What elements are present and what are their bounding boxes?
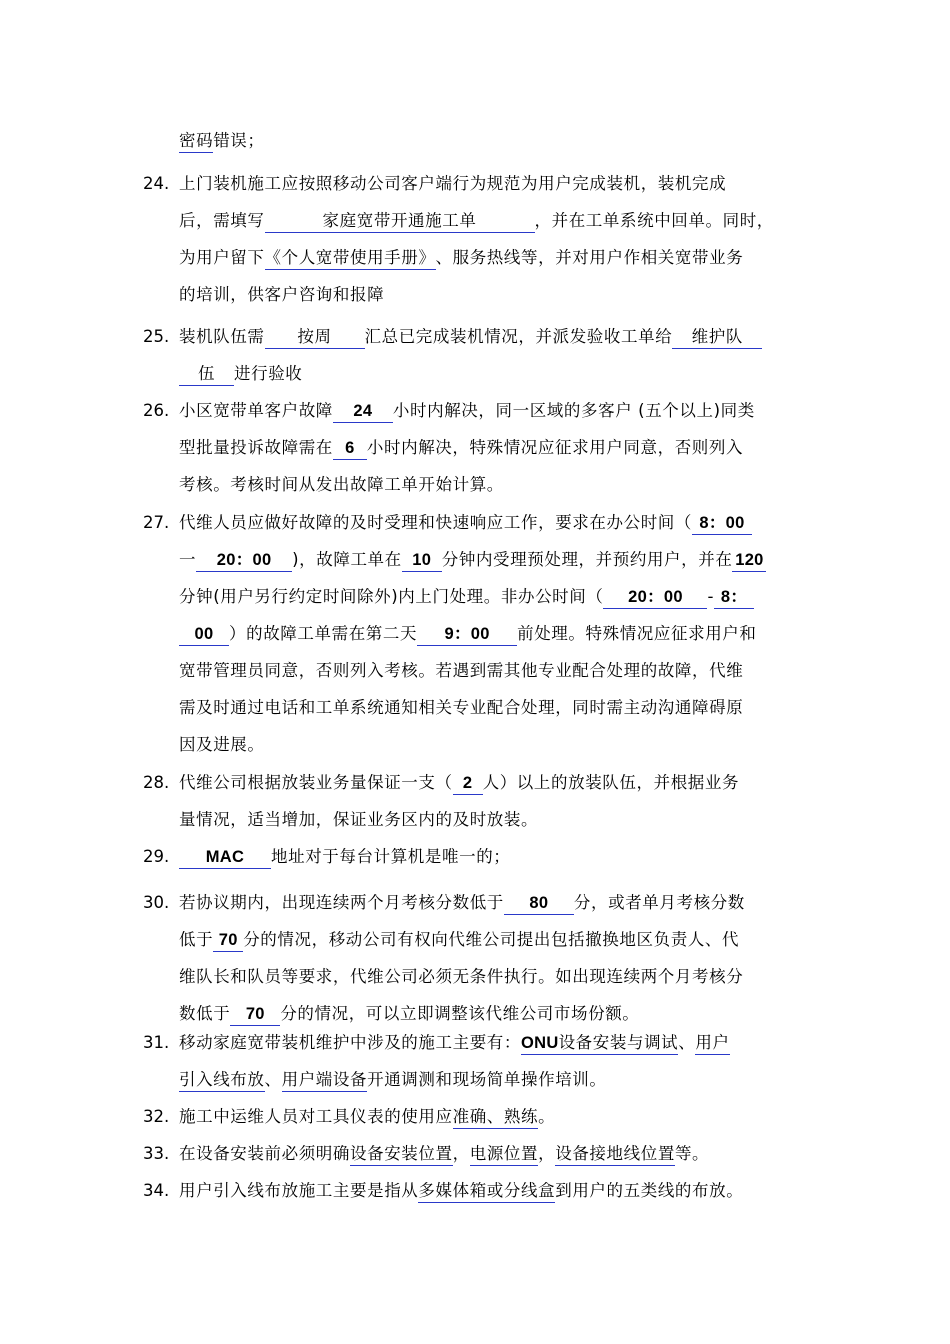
list-item	[143, 122, 823, 159]
text-segment: 、服务热线等，并对用户作相关宽带业务	[435, 248, 744, 267]
text-segment: 型批量投诉故障需在	[179, 438, 333, 457]
text-segment: 进行验收	[234, 364, 303, 383]
text-segment: ，	[452, 1144, 470, 1163]
fill-in-answer: 设备安装位置	[350, 1143, 453, 1166]
text-segment: 在设备安装前必须明确	[179, 1144, 350, 1163]
text-segment: 施工中运维人员对工具仪表的使用应	[179, 1107, 453, 1126]
fill-in-answer: 80	[504, 892, 574, 915]
text-segment: 等。	[674, 1144, 710, 1163]
fill-in-answer: 2	[453, 772, 483, 795]
fill-in-answer: 70	[230, 1003, 280, 1026]
fill-in-answer: 引入线布放	[179, 1069, 265, 1092]
text-segment: 汇总已完成装机情况，并派发验收工单给	[364, 327, 673, 346]
fill-in-answer: 按周	[265, 326, 365, 349]
text-segment: 分的情况，可以立即调整该代维公司市场份额。	[280, 1004, 640, 1023]
text-segment: 分，或者单月考核分数	[573, 893, 745, 912]
item-number: 28.	[143, 773, 170, 792]
text-line	[179, 884, 745, 921]
text-segment: 地址对于每台计算机是唯一的；	[271, 847, 511, 866]
fill-in-answer: 120	[732, 549, 766, 572]
list-item	[143, 504, 823, 763]
item-number: 24.	[143, 174, 170, 193]
fill-in-answer: 设备接地线位置	[555, 1143, 675, 1166]
fill-in-answer: 伍	[179, 363, 234, 386]
fill-in-answer: 维护队	[672, 326, 762, 349]
text-line	[179, 504, 752, 541]
list-item	[143, 318, 823, 392]
text-segment: 的培训，供客户咨询和报障	[179, 285, 385, 304]
text-line	[179, 726, 265, 763]
text-line	[179, 1098, 555, 1135]
text-segment: 分钟(用户另行约定时间除外)内上门处理。非办公时间（	[179, 587, 604, 606]
text-segment: 、	[264, 1070, 282, 1089]
text-segment: )，故障工单在	[292, 550, 402, 569]
list-item	[143, 884, 823, 1032]
text-segment: 上门装机施工应按照移动公司客户端行为规范为用户完成装机，装机完成	[179, 174, 727, 193]
text-line	[179, 541, 766, 578]
text-segment: 分钟内受理预处理，并预约用户，并在	[441, 550, 733, 569]
fill-in-answer: 用户	[695, 1032, 729, 1055]
text-line	[179, 958, 743, 995]
text-segment: 考核。考核时间从发出故障工单开始计算。	[179, 475, 504, 494]
text-segment: 需及时通过电话和工单系统通知相关专业配合处理，同时需主动沟通障碍原	[179, 698, 744, 717]
item-number: 26.	[143, 401, 170, 420]
text-segment: ，	[538, 1144, 556, 1163]
text-segment: 低于	[179, 930, 214, 949]
item-number: 31.	[143, 1033, 170, 1052]
text-line	[179, 1172, 743, 1209]
list-item	[143, 764, 823, 838]
text-segment: 装机队伍需	[179, 327, 265, 346]
text-line	[179, 578, 754, 615]
text-segment: ）的故障工单需在第二天	[229, 624, 418, 643]
list-item	[143, 1172, 823, 1209]
text-segment: 用户引入线布放施工主要是指从	[179, 1181, 419, 1200]
text-line	[179, 392, 755, 429]
item-number: 32.	[143, 1107, 170, 1126]
text-segment: 小区宽带单客户故障	[179, 401, 333, 420]
text-segment: 错误；	[213, 131, 265, 150]
fill-in-answer: 70	[213, 929, 243, 952]
text-line	[179, 239, 743, 276]
fill-in-answer: 24	[333, 400, 393, 423]
fill-in-answer: 电源位置	[470, 1143, 538, 1166]
text-segment: ，并在工单系统中回单。同时，	[534, 211, 774, 230]
fill-in-answer	[521, 1032, 678, 1055]
text-line	[179, 165, 726, 202]
text-segment: 开通调测和现场简单操作培训。	[367, 1070, 607, 1089]
text-line	[179, 429, 743, 466]
text-segment: 代维公司根据放装业务量保证一支（	[179, 773, 453, 792]
text-line	[179, 921, 739, 958]
fill-in-answer: 10	[402, 549, 442, 572]
item-number: 34.	[143, 1181, 170, 1200]
text-line	[179, 276, 384, 313]
text-segment: -	[707, 587, 715, 606]
fill-in-answer: 9：00	[417, 623, 517, 646]
item-number: 25.	[143, 327, 170, 346]
list-item	[143, 1024, 823, 1098]
text-segment: 移动家庭宽带装机维护中涉及的施工主要有：	[179, 1033, 521, 1052]
text-segment: 宽带管理员同意，否则列入考核。若遇到需其他专业配合处理的故障，代维	[179, 661, 744, 680]
fill-in-answer: 8：00	[692, 512, 752, 535]
item-number: 30.	[143, 893, 170, 912]
list-item	[143, 392, 823, 503]
fill-in-answer: 多媒体箱或分线盒	[418, 1180, 555, 1203]
text-line	[179, 615, 757, 652]
fill-in-answer: 6	[333, 437, 367, 460]
item-number: 29.	[143, 847, 170, 866]
text-line	[179, 318, 762, 355]
text-line	[179, 355, 302, 392]
text-line	[179, 122, 265, 159]
item-number: 33.	[143, 1144, 170, 1163]
text-segment: 后，需填写	[179, 211, 265, 230]
text-line	[179, 764, 739, 801]
onu-rest: 设备安装与调试	[558, 1033, 679, 1052]
list-item	[143, 1135, 823, 1172]
text-line	[179, 1024, 730, 1061]
onu-term: ONU	[521, 1034, 559, 1052]
text-segment: 小时内解决，同一区域的多客户 (五个以上)同类	[392, 401, 755, 420]
text-segment: 代维人员应做好故障的及时受理和快速响应工作，要求在办公时间（	[179, 513, 692, 532]
text-line	[179, 838, 510, 875]
text-segment: 分的情况，移动公司有权向代维公司提出包括撤换地区负责人、代	[243, 930, 740, 949]
list-item	[143, 1098, 823, 1135]
fill-in-answer: 00	[179, 623, 229, 646]
text-segment: 数低于	[179, 1004, 231, 1023]
text-segment: 一	[179, 550, 197, 569]
text-segment: 到用户的五类线的布放。	[555, 1181, 744, 1200]
text-line	[179, 466, 504, 503]
text-line	[179, 202, 774, 239]
fill-in-answer: 用户端设备	[282, 1069, 368, 1092]
fill-in-answer: 8：	[714, 586, 754, 609]
fill-in-answer: 密码	[179, 130, 213, 153]
text-line	[179, 801, 538, 838]
text-segment: 人）以上的放装队伍，并根据业务	[482, 773, 740, 792]
fill-in-answer: MAC	[179, 846, 271, 869]
text-line	[179, 1061, 607, 1098]
list-item	[143, 165, 823, 313]
text-segment: 前处理。特殊情况应征求用户和	[517, 624, 757, 643]
text-segment: 量情况，适当增加，保证业务区内的及时放装。	[179, 810, 539, 829]
text-line	[179, 652, 743, 689]
fill-in-answer: 20：00	[603, 586, 707, 609]
list-item	[143, 838, 823, 875]
fill-in-answer: 准确、熟练	[453, 1106, 539, 1129]
text-segment: 若协议期内，出现连续两个月考核分数低于	[179, 893, 504, 912]
text-segment: 因及进展。	[179, 735, 265, 754]
fill-in-answer: 《个人宽带使用手册》	[265, 247, 436, 270]
text-line	[179, 1135, 709, 1172]
text-line	[179, 689, 743, 726]
fill-in-answer: 20：00	[196, 549, 292, 572]
text-segment: 小时内解决，特殊情况应征求用户同意，否则列入	[366, 438, 744, 457]
text-segment: 为用户留下	[179, 248, 265, 267]
text-segment: 、	[678, 1033, 696, 1052]
item-number: 27.	[143, 513, 170, 532]
text-segment: 。	[538, 1107, 556, 1126]
text-segment: 维队长和队员等要求，代维公司必须无条件执行。如出现连续两个月考核分	[179, 967, 744, 986]
fill-in-answer: 家庭宽带开通施工单	[265, 210, 535, 233]
